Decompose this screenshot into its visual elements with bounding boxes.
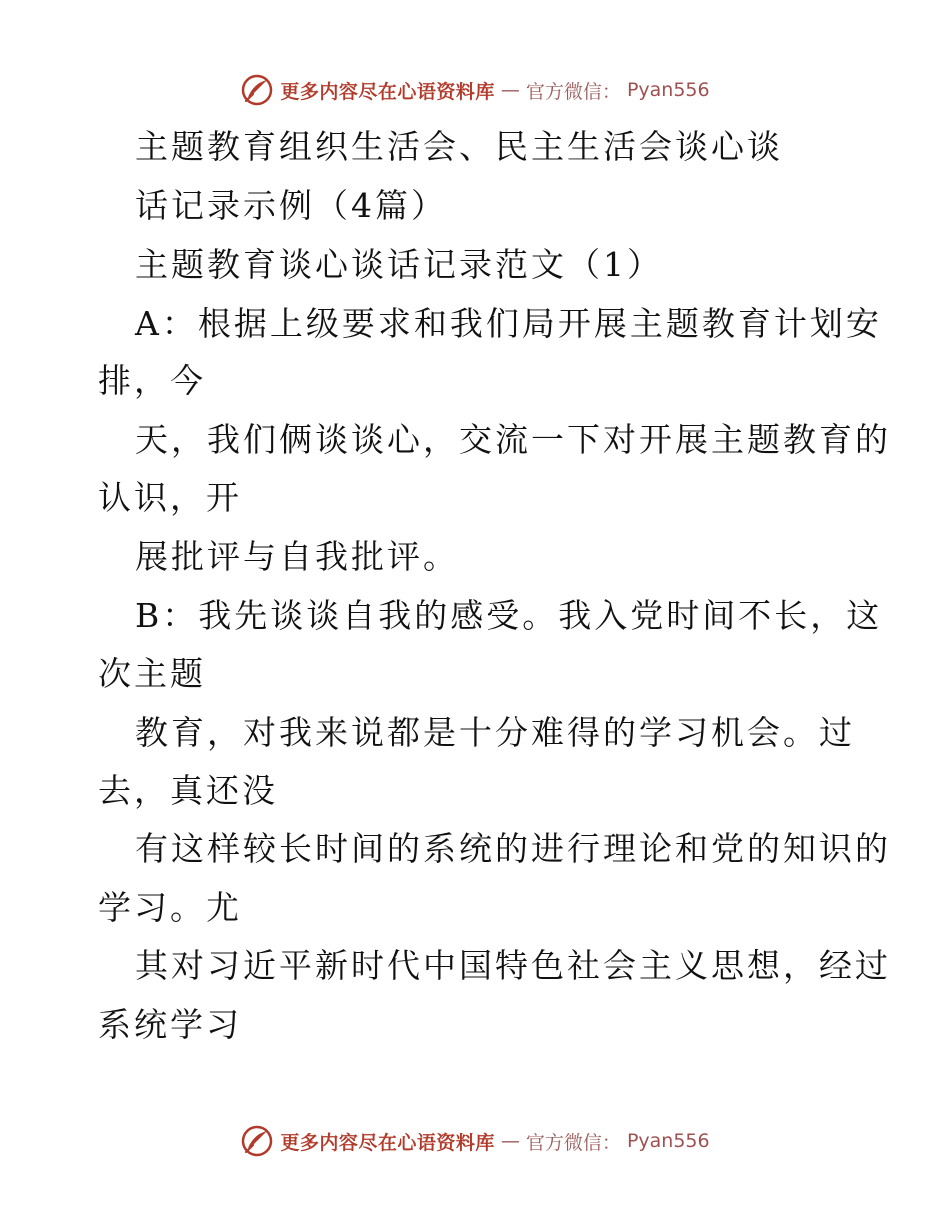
paragraph-line: 去，真还没 — [98, 771, 278, 810]
banner-wechat-id: Pyan556 — [626, 79, 710, 101]
paragraph-line: 系统学习 — [98, 1005, 242, 1044]
paragraph-line: 次主题 — [98, 654, 206, 693]
banner-separator: — — [500, 1130, 520, 1152]
paragraph-line: A：根据上级要求和我们局开展主题教育计划安 — [135, 304, 882, 343]
paragraph-line: 有这样较长时间的系统的进行理论和党的知识的 — [135, 829, 891, 868]
section-heading: 主题教育谈心谈话记录范文（1） — [135, 245, 663, 284]
paragraph-line: 认识，开 — [98, 478, 242, 517]
header-banner — [0, 70, 950, 110]
footer-banner — [0, 1121, 950, 1161]
title-line-2: 话记录示例（4篇） — [135, 186, 447, 225]
paragraph-line: 学习。尤 — [98, 888, 242, 927]
banner-separator: — — [500, 79, 520, 101]
paragraph-line: 天，我们俩谈谈心，交流一下对开展主题教育的 — [135, 420, 891, 459]
quill-logo-icon — [240, 73, 274, 107]
paragraph-line: 教育，对我来说都是十分难得的学习机会。过 — [135, 713, 855, 752]
title-line-1: 主题教育组织生活会、民主生活会谈心谈 — [135, 127, 783, 166]
quill-logo-icon — [240, 1124, 274, 1158]
banner-wechat-id: Pyan556 — [626, 1130, 710, 1152]
paragraph-line: 展批评与自我批评。 — [135, 537, 459, 576]
banner-title: 更多内容尽在心语资料库 — [280, 1131, 495, 1154]
paragraph-line: 其对习近平新时代中国特色社会主义思想，经过 — [135, 946, 891, 985]
paragraph-line: B：我先谈谈自我的感受。我入党时间不长，这 — [135, 596, 883, 635]
banner-wechat-label: 官方微信： — [525, 1131, 621, 1154]
banner-wechat-label: 官方微信： — [525, 80, 621, 103]
paragraph-line: 排，今 — [98, 361, 206, 400]
banner-title: 更多内容尽在心语资料库 — [280, 80, 495, 103]
